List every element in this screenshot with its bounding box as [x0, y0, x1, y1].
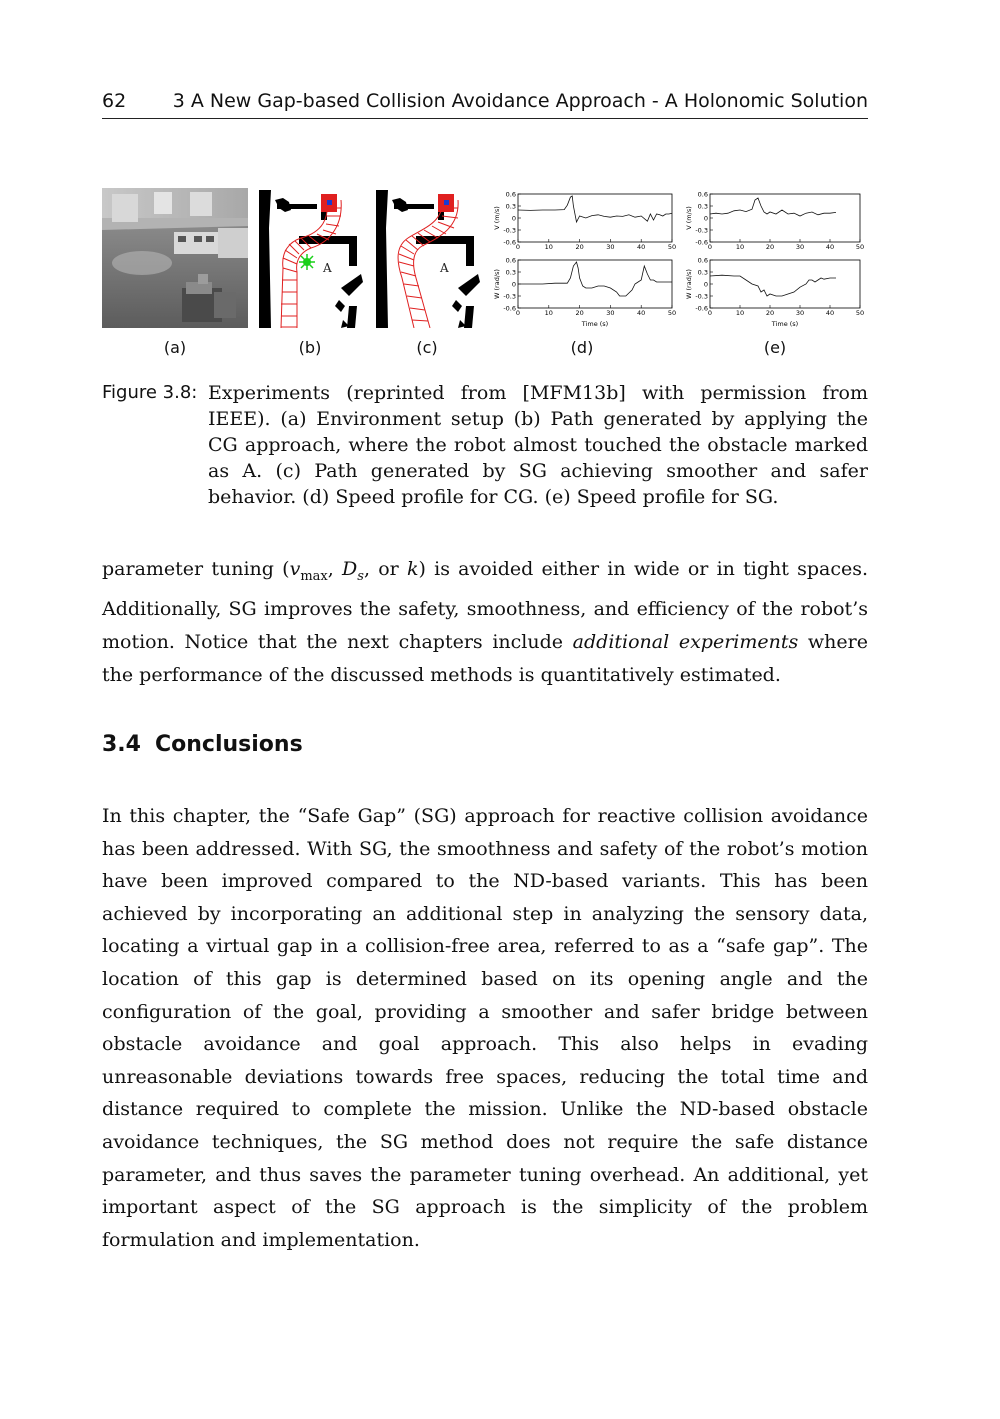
paragraph-text: ) is avoided either in wide or in tight spaces. Additionally, SG improves the safety, smoothness, and efficiency of the robot’s motion. Notice that the next chapters include: [102, 558, 869, 653]
series-line-linear-velocity: [710, 198, 836, 216]
x-tick-label: 30: [795, 309, 805, 317]
series-line-angular-velocity: [518, 262, 672, 296]
plot-frame: [710, 194, 860, 242]
x-tick-label: 20: [765, 309, 775, 317]
x-tick-label: 20: [575, 309, 584, 317]
speed-profile-sg-chart: [682, 188, 868, 333]
section-number: 3.4: [102, 732, 141, 757]
plot-frame: [710, 260, 860, 308]
obstacle-marker-a: A: [323, 261, 332, 275]
cg-path-map: [257, 188, 367, 328]
x-axis-label: Time (s): [581, 320, 609, 328]
body-paragraph: [102, 553, 868, 691]
math-subscript: s: [357, 568, 364, 584]
subfigure-label-d: (d): [570, 338, 594, 357]
math-subscript: max: [300, 568, 328, 584]
x-tick-label: 20: [765, 243, 775, 251]
x-tick-label: 0: [515, 243, 521, 251]
y-tick-label: 0.6: [505, 256, 516, 265]
y-tick-label: -0.3: [695, 292, 708, 301]
math-symbol: k: [406, 558, 419, 580]
y-tick-label: -0.6: [503, 238, 516, 247]
section-title: Conclusions: [154, 732, 303, 757]
environment-photo: [102, 188, 248, 328]
y-tick-label: 0: [703, 214, 708, 223]
series-line-angular-velocity: [710, 275, 836, 296]
y-tick-label: 0: [703, 280, 708, 289]
math-symbol: v: [289, 558, 301, 580]
y-tick-label: 0.3: [697, 202, 708, 211]
paragraph-text: where the performance of the discussed methods is quantitatively estimated.: [102, 630, 868, 686]
x-tick-label: 20: [575, 243, 584, 251]
obstacle-marker-a: A: [440, 261, 449, 275]
x-tick-label: 0: [515, 309, 521, 317]
x-tick-label: 50: [667, 309, 677, 317]
running-header: [102, 88, 868, 119]
y-tick-label: 0: [511, 214, 516, 223]
series-line-linear-velocity: [518, 196, 672, 222]
paragraph-text: ,: [327, 558, 343, 580]
emphasis-text: additional experiments: [572, 630, 799, 653]
caption-text: Experiments (reprinted from [MFM13b] with permission from IEEE). (a) Environment setup (b) Path generated by applying the CG approach, where the robot almost touched the obstacle marked as A. (c) Path generated by SG achieving smoother and safer behavior. (d) Speed profile for CG. (e) Speed profile for SG.: [208, 382, 868, 508]
x-tick-label: 50: [855, 309, 865, 317]
math-symbol: D: [342, 558, 358, 580]
x-tick-label: 0: [707, 243, 713, 251]
paragraph-text: parameter tuning (: [102, 558, 290, 580]
x-tick-label: 0: [707, 309, 713, 317]
x-tick-label: 10: [735, 309, 745, 317]
y-tick-label: 0.3: [505, 202, 516, 211]
y-tick-label: -0.6: [503, 304, 516, 313]
y-axis-label: W (rad/s): [493, 269, 501, 299]
y-tick-label: -0.6: [695, 304, 708, 313]
subfigure-label-a: (a): [163, 338, 187, 357]
y-tick-label: 0.3: [505, 268, 516, 277]
x-tick-label: 10: [544, 309, 553, 317]
subfigure-label-b: (b): [298, 338, 322, 357]
x-tick-label: 10: [544, 243, 553, 251]
x-tick-label: 50: [855, 243, 865, 251]
x-tick-label: 40: [825, 309, 835, 317]
y-tick-label: -0.3: [503, 226, 516, 235]
y-tick-label: 0.6: [697, 256, 708, 265]
y-axis-label: W (rad/s): [685, 269, 693, 299]
x-tick-label: 10: [735, 243, 745, 251]
x-tick-label: 40: [637, 309, 646, 317]
y-tick-label: -0.3: [503, 292, 516, 301]
y-axis-label: V (m/s): [493, 206, 501, 230]
page-number: 62: [102, 90, 127, 112]
sg-path-map: [374, 188, 484, 328]
chapter-title: 3 A New Gap-based Collision Avoidance Approach - A Holonomic Solution: [172, 90, 868, 112]
subfigure-label-e: (e): [763, 338, 787, 357]
x-tick-label: 50: [667, 243, 677, 251]
y-tick-label: 0: [511, 280, 516, 289]
x-tick-label: 40: [637, 243, 646, 251]
x-tick-label: 30: [795, 243, 805, 251]
section-heading: [102, 732, 303, 757]
y-tick-label: 0.6: [697, 190, 708, 199]
figure-3-8: [102, 188, 868, 358]
y-tick-label: 0.6: [505, 190, 516, 199]
speed-profile-cg-chart: [490, 188, 680, 333]
x-axis-label: Time (s): [771, 320, 799, 328]
x-tick-label: 30: [606, 309, 615, 317]
paragraph-text: , or: [363, 558, 407, 580]
subfigure-label-c: (c): [416, 338, 438, 357]
caption-label: Figure 3.8:: [102, 382, 198, 403]
y-tick-label: -0.3: [695, 226, 708, 235]
x-tick-label: 40: [825, 243, 835, 251]
y-tick-label: -0.6: [695, 238, 708, 247]
y-axis-label: V (m/s): [685, 206, 693, 230]
conclusions-paragraph: In this chapter, the “Safe Gap” (SG) approach for reactive collision avoidance has been addressed. With SG, the smoothness and safety of the robot’s motion have been improved compared to the ND-based variants. This has been achieved by incorporating an additional step in analyzing the sensory data, locating a virtual gap in a collision-free area, referred to as a “safe gap”. The location of this gap is determined based on its opening angle and the configuration of the goal, providing a smoother and safer bridge between obstacle avoidance and goal approach. This also helps in evading unreasonable deviations towards free spaces, reducing the total time and distance required to complete the mission. Unlike the ND-based obstacle avoidance techniques, the SG method does not require the safe distance parameter, and thus saves the parameter tuning overhead. An additional, yet important aspect of the SG approach is the simplicity of the problem formulation and implementation.: [102, 805, 868, 1251]
y-tick-label: 0.3: [697, 268, 708, 277]
x-tick-label: 30: [606, 243, 615, 251]
